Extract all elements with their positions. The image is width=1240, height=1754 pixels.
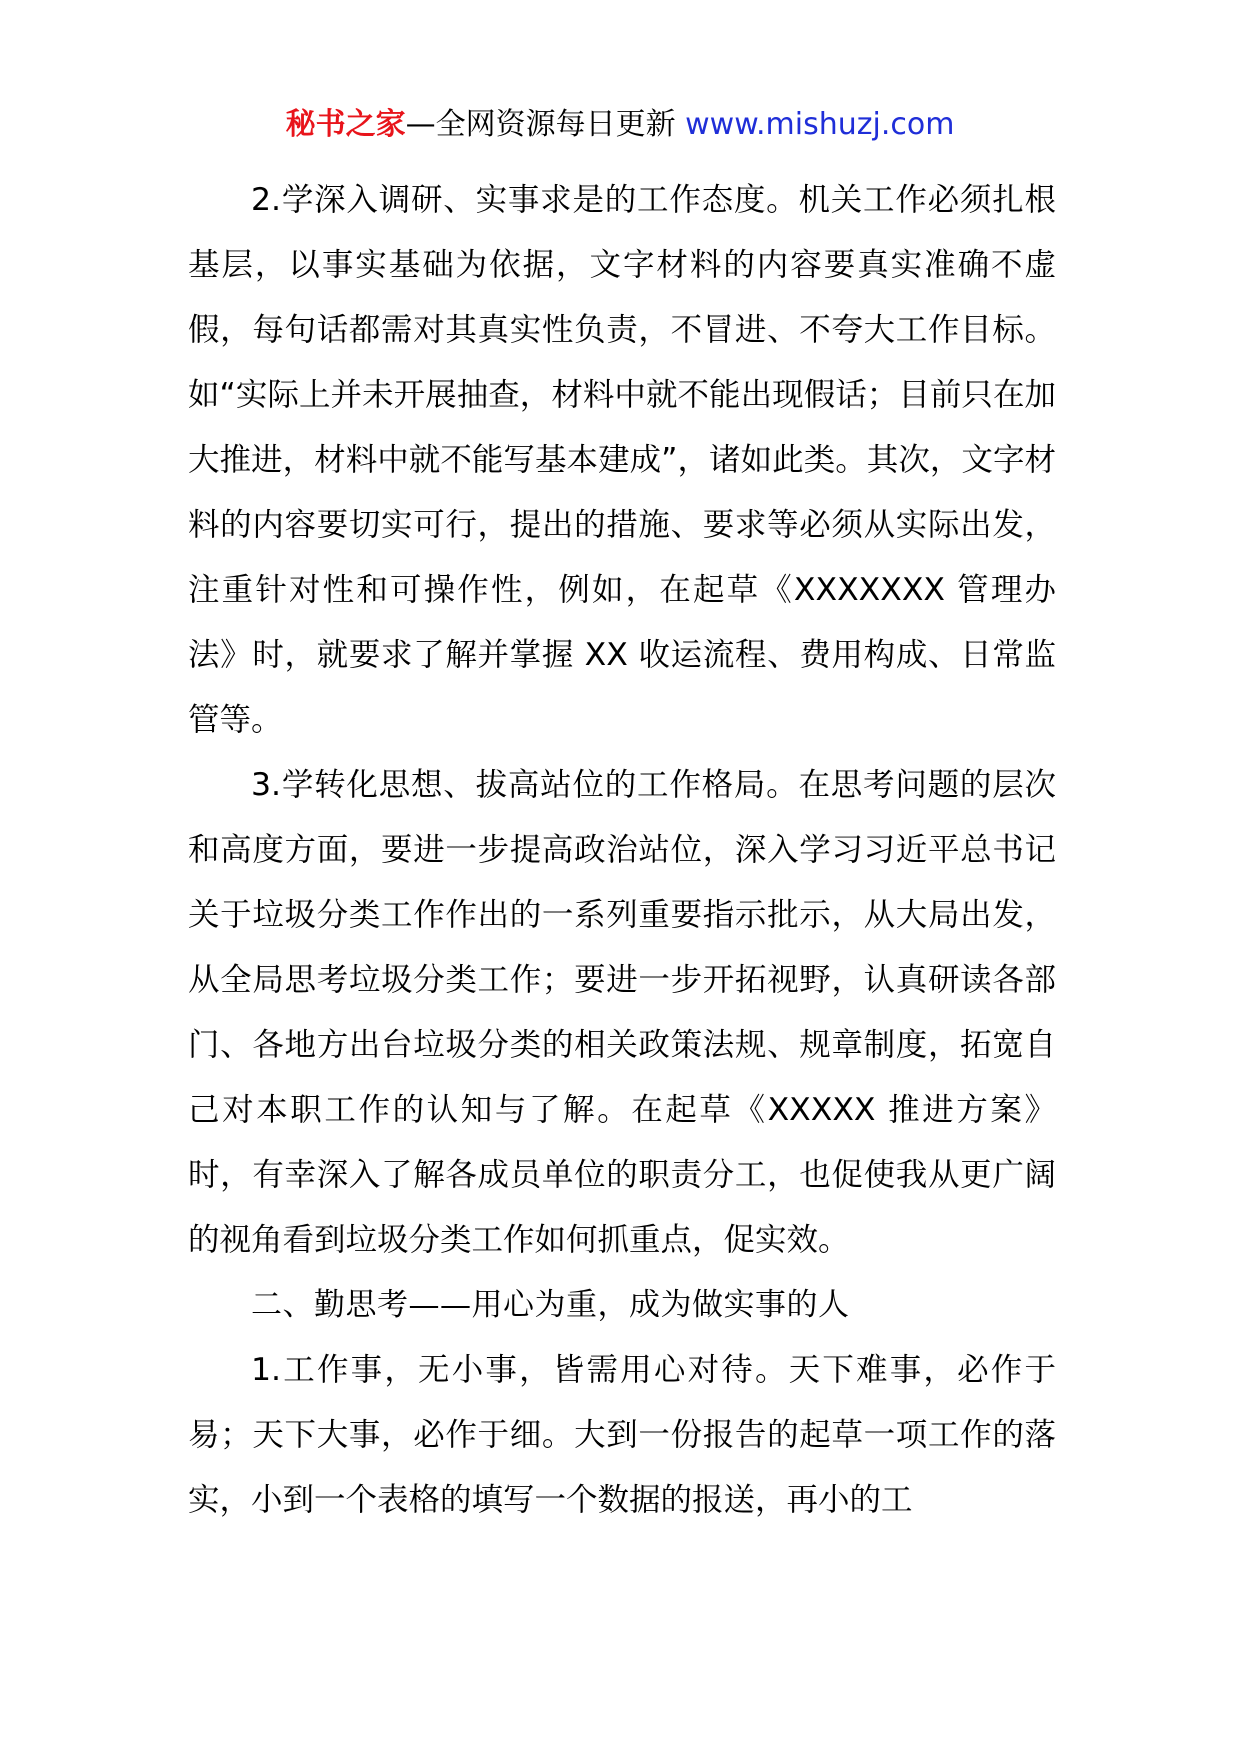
section-heading: 二、勤思考——用心为重，成为做实事的人 bbox=[251, 1287, 850, 1323]
document-body bbox=[188, 168, 1056, 1533]
header-tagline: —全网资源每日更新 bbox=[405, 107, 676, 142]
page-header bbox=[0, 100, 1240, 150]
paragraph-perspective: 3.学转化思想、拔高站位的工作格局。在思考问题的层次和高度方面，要进一步提高政治站位，深入学习习近平总书记关于垃圾分类工作作出的一系列重要指示批示，从大局出发，从全局思考垃圾分类工作；要进一步开拓视野，认真研读各部门、各地方出台垃圾分类的相关政策法规、规章制度，拓宽自己对本职工作的认知与了解。在起草《XXXXX 推进方案》时，有幸深入了解各成员单位的职责分工，也促使我从更广阔的视角看到垃圾分类工作如何抓重点，促实效。 bbox=[188, 767, 1056, 1258]
paragraph-attention: 1.工作事，无小事，皆需用心对待。天下难事，必作于易；天下大事，必作于细。大到一份报告的起草一项工作的落实，小到一个表格的填写一个数据的报送，再小的工 bbox=[188, 1352, 1056, 1518]
brand-name: 秘书之家 bbox=[285, 107, 406, 142]
website-link[interactable]: www.mishuzj.com bbox=[685, 107, 955, 142]
paragraph-research: 2.学深入调研、实事求是的工作态度。机关工作必须扎根基层，以事实基础为依据，文字材料的内容要真实准确不虚假，每句话都需对其真实性负责，不冒进、不夸大工作目标。如“实际上并未开展抽查，材料中就不能出现假话；目前只在加大推进，材料中就不能写基本建成”，诸如此类。其次，文字材料的内容要切实可行，提出的措施、要求等必须从实际出发，注重针对性和可操作性，例如，在起草《XXXXXXX 管理办法》时，就要求了解并掌握 XX 收运流程、费用构成、日常监管等。 bbox=[188, 182, 1056, 738]
